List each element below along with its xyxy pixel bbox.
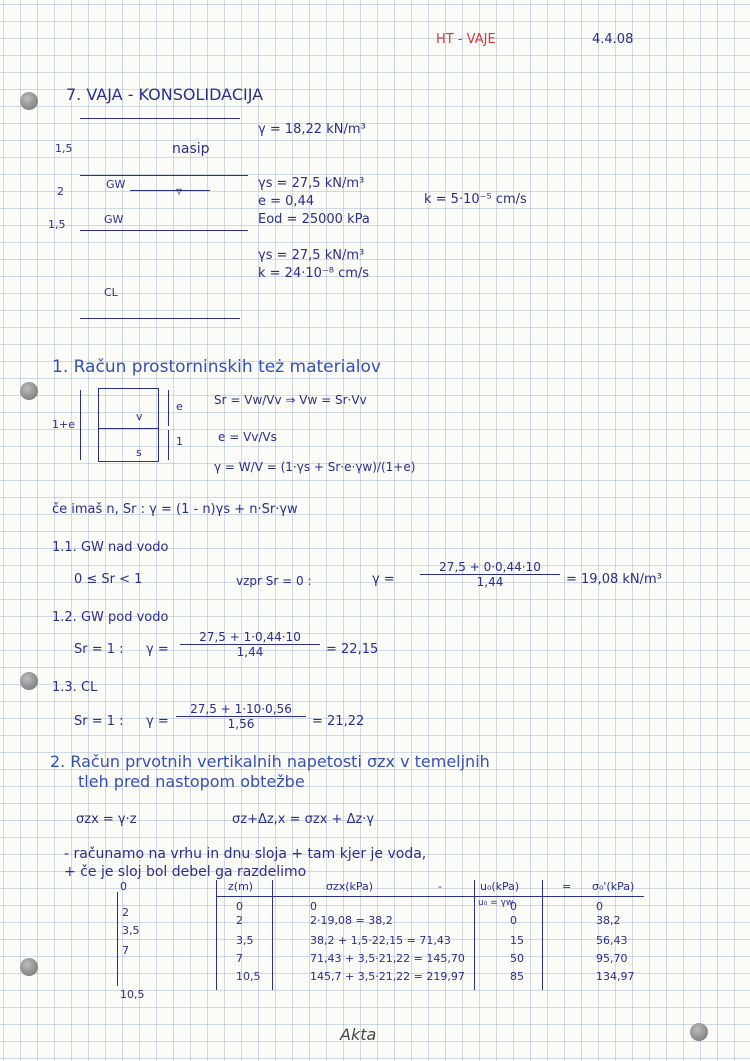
header-title: HT - VAJE [436, 32, 496, 47]
table-cell: 38,2 + 1,5·22,15 = 71,43 [310, 934, 451, 947]
phase-diagram-label: v [136, 410, 143, 423]
gamma-result: = 21,22 [312, 714, 365, 729]
phase-diagram-label: s [136, 446, 142, 459]
dimension-arrow [80, 390, 81, 460]
layer-name: nasip [172, 141, 210, 157]
phase-diagram-label: 1+e [52, 418, 75, 431]
punch-hole [20, 672, 38, 690]
section2-title: 2. Račun prvotnih vertikalnih napetosti σzx v temeljnih [50, 752, 490, 771]
table-cell: 95,70 [596, 952, 628, 965]
profile-line [80, 318, 240, 319]
punch-hole [20, 92, 38, 110]
saturation-condition: Sr = 1 : [74, 714, 124, 729]
table-cell: 0 [510, 914, 517, 927]
layer-thickness: 2 [57, 185, 64, 198]
method-note: - računamo na vrhu in dnu sloja + tam kjer je voda, [64, 846, 427, 862]
table-cell: 71,43 + 3,5·21,22 = 145,70 [310, 952, 465, 965]
layer-name: GW [106, 178, 126, 191]
subsection-title: 1.2. GW pod vodo [52, 610, 169, 625]
depth-axis-label: 2 [122, 906, 129, 919]
exercise-title: 7. VAJA - KONSOLIDACIJA [66, 85, 264, 104]
phase-diagram-label: e [176, 400, 183, 413]
fraction-denominator: 1,44 [476, 575, 504, 589]
table-cell: 145,7 + 3,5·21,22 = 219,97 [310, 970, 465, 983]
water-level-line [130, 190, 210, 191]
depth-axis [117, 892, 118, 986]
table-cell: 56,43 [596, 934, 628, 947]
dimension-arrow [168, 390, 169, 426]
gamma-fraction [176, 702, 306, 731]
punch-hole [690, 1023, 708, 1041]
saturation-condition: Sr = 1 : [74, 642, 124, 657]
phase-diagram-box [98, 388, 159, 389]
gamma-result: = 19,08 kN/m³ [566, 572, 662, 587]
saturation-assumption: vzpr Sr = 0 : [236, 574, 312, 588]
table-header: u₀(kPa) [480, 880, 520, 893]
phase-diagram-box [158, 388, 159, 462]
phase-diagram-box [98, 428, 159, 429]
header-date: 4.4.08 [592, 32, 634, 47]
punch-hole [20, 382, 38, 400]
table-cell: 2 [236, 914, 243, 927]
section1-title: 1. Račun prostorninskih też materialov [52, 357, 381, 377]
table-cell: 10,5 [236, 970, 261, 983]
fraction-denominator: 1,44 [236, 645, 264, 659]
nasip-gamma: γ = 18,22 kN/m³ [258, 122, 366, 137]
gamma-symbol: γ = [146, 642, 169, 657]
porosity-formula: če imaš n, Sr : γ = (1 - n)γs + n·Sr·γw [52, 502, 298, 517]
layer-thickness: 1,5 [55, 142, 73, 155]
layer-name: CL [104, 286, 118, 299]
gw-eod: Eod = 25000 kPa [258, 212, 370, 227]
water-table-marker: ▿ [176, 184, 183, 198]
gamma-fraction [420, 560, 560, 589]
table-cell: 7 [236, 952, 243, 965]
subsection-title: 1.3. CL [52, 680, 98, 695]
table-cell: 0 [236, 900, 243, 913]
profile-line [80, 230, 248, 231]
method-note: + če je sloj bol debel ga razdelimo [64, 864, 307, 880]
table-header: σ₀'(kPa) [592, 880, 635, 893]
punch-hole [20, 958, 38, 976]
gw-gamma-s: γs = 27,5 kN/m³ [258, 176, 365, 191]
brand-logo: Akta [340, 1025, 377, 1044]
table-cell: 15 [510, 934, 524, 947]
unit-weight-formula: γ = W/V = (1·γs + Sr·e·γw)/(1+e) [214, 460, 416, 474]
gamma-fraction [180, 630, 320, 659]
cl-gamma-s: γs = 27,5 kN/m³ [258, 248, 365, 263]
layer-thickness: 1,5 [48, 218, 66, 231]
table-cell: 0 [596, 900, 603, 913]
table-cell: 2·19,08 = 38,2 [310, 914, 393, 927]
stress-formula: σzx = γ·z [76, 812, 137, 827]
cl-permeability: k = 24·10⁻⁸ cm/s [258, 266, 370, 281]
table-cell: 0 [310, 900, 317, 913]
fraction-numerator: 27,5 + 0·0,44·10 [420, 560, 560, 575]
table-cell: 38,2 [596, 914, 621, 927]
fraction-numerator: 27,5 + 1·10·0,56 [176, 702, 306, 717]
gamma-symbol: γ = [372, 572, 395, 587]
stress-increment-formula: σz+Δz,x = σzx + Δz·γ [232, 812, 375, 827]
table-header: = [562, 880, 572, 893]
profile-line [80, 175, 248, 176]
phase-diagram-box [98, 388, 99, 462]
section2-title-continued: tleh pred nastopom obtežbe [78, 772, 305, 791]
gw-permeability: k = 5·10⁻⁵ cm/s [424, 192, 527, 207]
table-cell: 50 [510, 952, 524, 965]
subsection-title: 1.1. GW nad vodo [52, 540, 169, 555]
table-cell: 0 [510, 900, 517, 913]
fraction-numerator: 27,5 + 1·0,44·10 [180, 630, 320, 645]
depth-axis-label: 10,5 [120, 988, 145, 1001]
gamma-symbol: γ = [146, 714, 169, 729]
table-header: - [438, 880, 442, 893]
table-rule [216, 896, 644, 897]
table-header: σzx(kPa) [326, 880, 374, 893]
gamma-result: = 22,15 [326, 642, 379, 657]
depth-axis-label: 0 [120, 880, 127, 893]
table-cell: 85 [510, 970, 524, 983]
depth-axis-label: 7 [122, 944, 129, 957]
phase-diagram-label: 1 [176, 435, 183, 448]
profile-line [80, 118, 240, 119]
depth-axis-label: 3,5 [122, 924, 140, 937]
saturation-formula: Sr = Vw/Vv ⇒ Vw = Sr·Vv [214, 393, 367, 407]
layer-name: GW [104, 213, 124, 226]
gw-void-ratio: e = 0,44 [258, 194, 315, 209]
dimension-arrow [168, 430, 169, 460]
table-header: z(m) [228, 880, 254, 893]
table-cell: 3,5 [236, 934, 254, 947]
table-cell: 134,97 [596, 970, 635, 983]
pore-pressure-note: u₀ = γw [478, 898, 514, 908]
fraction-denominator: 1,56 [227, 717, 255, 731]
saturation-condition: 0 ≤ Sr < 1 [74, 572, 143, 587]
phase-diagram-box [98, 461, 159, 462]
void-ratio-formula: e = Vv/Vs [218, 430, 277, 444]
